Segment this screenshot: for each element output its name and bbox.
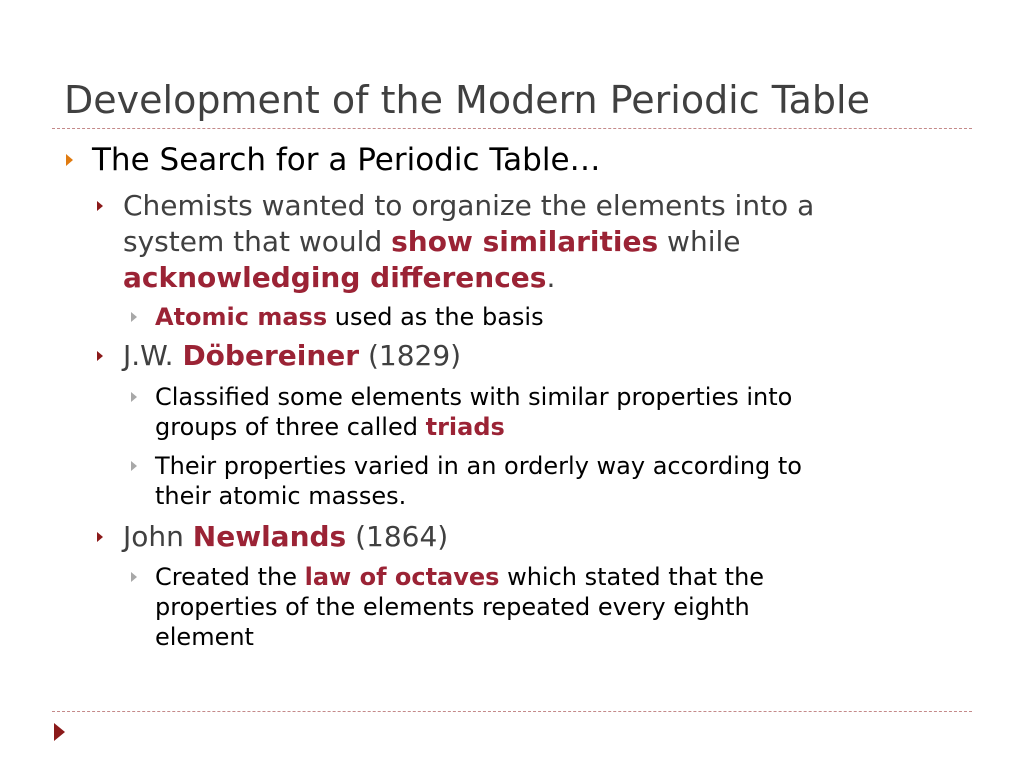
show-similarities-emphasis: show similarities — [391, 225, 659, 258]
dobereiner-year: (1829) — [359, 339, 462, 372]
newlands-line — [123, 519, 448, 555]
classified-line-1: Classified some elements with similar properties into — [155, 383, 793, 411]
newlands-name: Newlands — [192, 520, 347, 553]
classified-bullet-icon — [131, 392, 137, 402]
newlands-year: (1864) — [346, 520, 449, 553]
footer-divider — [52, 711, 972, 712]
octaves-line-3: element — [155, 623, 254, 651]
triads-emphasis: triads — [425, 413, 505, 441]
atomic-mass-bullet-icon — [131, 312, 137, 322]
law-of-octaves-emphasis: law of octaves — [304, 563, 500, 591]
atomic-mass-rest: used as the basis — [327, 303, 544, 331]
slide-title: Development of the Modern Periodic Table — [64, 78, 870, 122]
chemists-line-1: Chemists wanted to organize the elements into a — [123, 189, 815, 222]
properties-line-2: their atomic masses. — [155, 482, 407, 510]
newlands-prefix: John — [123, 520, 193, 553]
level1-bullet-icon — [66, 154, 73, 166]
properties-line-1: Their properties varied in an orderly way according to — [155, 452, 802, 480]
heading-search: The Search for a Periodic Table… — [92, 142, 601, 178]
newlands-bullet-icon — [97, 532, 103, 542]
atomic-mass-line — [155, 302, 544, 332]
chemists-bullet-icon — [97, 201, 103, 211]
dobereiner-line — [123, 338, 461, 374]
properties-bullet-icon — [131, 461, 137, 471]
classified-line-2 — [155, 412, 505, 442]
chemists-line-3 — [123, 260, 555, 296]
acknowledging-differences-emphasis: acknowledging differences — [123, 261, 547, 294]
atomic-mass-emphasis: Atomic mass — [155, 303, 328, 331]
octaves-line-1-start: Created the — [155, 563, 305, 591]
title-divider — [52, 128, 972, 129]
chemists-line-2-start: system that would — [123, 225, 392, 258]
corner-triangle-icon — [54, 723, 65, 741]
octaves-line-2: properties of the elements repeated every eighth — [155, 593, 750, 621]
chemists-line-2-end: while — [658, 225, 741, 258]
octaves-bullet-icon — [131, 572, 137, 582]
dobereiner-bullet-icon — [97, 351, 103, 361]
octaves-line-1-end: which stated that the — [499, 563, 765, 591]
chemists-line-2 — [123, 224, 741, 260]
dobereiner-name: Döbereiner — [182, 339, 360, 372]
chemists-line-3-end: . — [546, 261, 556, 294]
dobereiner-prefix: J.W. — [123, 339, 183, 372]
classified-line-2-start: groups of three called — [155, 413, 426, 441]
octaves-line-1 — [155, 562, 764, 592]
